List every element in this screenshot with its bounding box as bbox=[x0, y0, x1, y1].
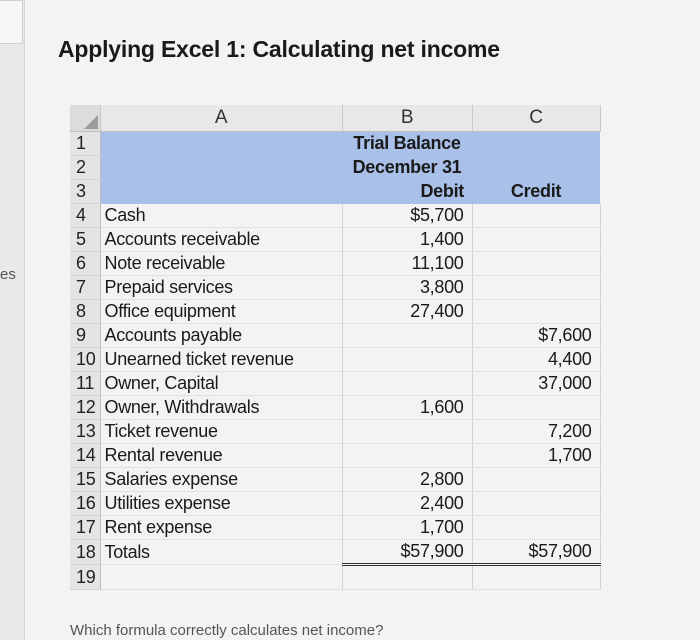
credit-value[interactable] bbox=[472, 516, 600, 540]
row-number[interactable]: 6 bbox=[70, 252, 100, 276]
row-number[interactable]: 14 bbox=[70, 444, 100, 468]
credit-value[interactable]: 37,000 bbox=[472, 372, 600, 396]
account-name[interactable]: Owner, Capital bbox=[100, 372, 342, 396]
page-title: Applying Excel 1: Calculating net income bbox=[58, 36, 500, 62]
debit-value[interactable] bbox=[342, 372, 472, 396]
credit-value[interactable]: 1,700 bbox=[472, 444, 600, 468]
select-all-icon bbox=[84, 115, 98, 129]
credit-value[interactable] bbox=[472, 228, 600, 252]
row-number[interactable]: 3 bbox=[70, 180, 100, 204]
credit-header[interactable]: Credit bbox=[472, 180, 600, 204]
credit-value[interactable] bbox=[472, 492, 600, 516]
table-row bbox=[70, 444, 600, 468]
cell-a2[interactable] bbox=[100, 156, 342, 180]
debit-value[interactable]: 11,100 bbox=[342, 252, 472, 276]
credit-value[interactable] bbox=[472, 252, 600, 276]
debit-value[interactable] bbox=[342, 324, 472, 348]
debit-value[interactable]: 1,700 bbox=[342, 516, 472, 540]
debit-value[interactable]: 2,400 bbox=[342, 492, 472, 516]
table-row bbox=[70, 396, 600, 420]
table-row bbox=[70, 204, 600, 228]
table-row bbox=[70, 324, 600, 348]
row-number[interactable]: 4 bbox=[70, 204, 100, 228]
row-number[interactable]: 12 bbox=[70, 396, 100, 420]
debit-value[interactable] bbox=[342, 348, 472, 372]
debit-value[interactable]: $5,700 bbox=[342, 204, 472, 228]
totals-row bbox=[70, 540, 600, 565]
table-row bbox=[70, 420, 600, 444]
row-number[interactable]: 7 bbox=[70, 276, 100, 300]
debit-value[interactable] bbox=[342, 444, 472, 468]
debit-value[interactable]: 27,400 bbox=[342, 300, 472, 324]
row-number[interactable]: 17 bbox=[70, 516, 100, 540]
row-number[interactable]: 18 bbox=[70, 540, 100, 565]
total-debit[interactable]: $57,900 bbox=[342, 540, 472, 565]
cell-c2[interactable] bbox=[472, 156, 600, 180]
row-number[interactable]: 19 bbox=[70, 565, 100, 590]
credit-value[interactable] bbox=[472, 300, 600, 324]
column-header-c[interactable]: C bbox=[472, 105, 600, 132]
totals-label[interactable]: Totals bbox=[100, 540, 342, 565]
left-panel-strip bbox=[0, 0, 25, 640]
cell-c19[interactable] bbox=[472, 565, 600, 590]
table-row bbox=[70, 492, 600, 516]
row-number[interactable]: 10 bbox=[70, 348, 100, 372]
table-row bbox=[70, 180, 600, 204]
account-name[interactable]: Cash bbox=[100, 204, 342, 228]
table-row bbox=[70, 156, 600, 180]
debit-value[interactable]: 1,600 bbox=[342, 396, 472, 420]
account-name[interactable]: Accounts receivable bbox=[100, 228, 342, 252]
total-credit[interactable]: $57,900 bbox=[472, 540, 600, 565]
column-header-a[interactable]: A bbox=[100, 105, 342, 132]
cell-a3[interactable] bbox=[100, 180, 342, 204]
row-number[interactable]: 2 bbox=[70, 156, 100, 180]
table-row bbox=[70, 300, 600, 324]
account-name[interactable]: Office equipment bbox=[100, 300, 342, 324]
question-text: Which formula correctly calculates net income? bbox=[70, 622, 384, 639]
debit-header[interactable]: Debit bbox=[342, 180, 472, 204]
cell-b19[interactable] bbox=[342, 565, 472, 590]
row-number[interactable]: 11 bbox=[70, 372, 100, 396]
row-number[interactable]: 9 bbox=[70, 324, 100, 348]
cell-a19[interactable] bbox=[100, 565, 342, 590]
credit-value[interactable] bbox=[472, 396, 600, 420]
cell-a1[interactable] bbox=[100, 132, 342, 156]
account-name[interactable]: Accounts payable bbox=[100, 324, 342, 348]
table-row bbox=[70, 252, 600, 276]
column-header-b[interactable]: B bbox=[342, 105, 472, 132]
table-row bbox=[70, 348, 600, 372]
table-row bbox=[70, 372, 600, 396]
table-row bbox=[70, 228, 600, 252]
row-number[interactable]: 8 bbox=[70, 300, 100, 324]
account-name[interactable]: Rental revenue bbox=[100, 444, 342, 468]
row-number[interactable]: 16 bbox=[70, 492, 100, 516]
table-row bbox=[70, 468, 600, 492]
credit-value[interactable]: 7,200 bbox=[472, 420, 600, 444]
trial-balance-title[interactable]: Trial Balance bbox=[342, 132, 472, 156]
account-name[interactable]: Ticket revenue bbox=[100, 420, 342, 444]
account-name[interactable]: Unearned ticket revenue bbox=[100, 348, 342, 372]
row-number[interactable]: 1 bbox=[70, 132, 100, 156]
account-name[interactable]: Note receivable bbox=[100, 252, 342, 276]
account-name[interactable]: Prepaid services bbox=[100, 276, 342, 300]
account-name[interactable]: Owner, Withdrawals bbox=[100, 396, 342, 420]
credit-value[interactable] bbox=[472, 204, 600, 228]
credit-value[interactable] bbox=[472, 468, 600, 492]
debit-value[interactable]: 1,400 bbox=[342, 228, 472, 252]
account-name[interactable]: Rent expense bbox=[100, 516, 342, 540]
left-panel-label: es bbox=[0, 266, 16, 283]
account-name[interactable]: Salaries expense bbox=[100, 468, 342, 492]
table-row bbox=[70, 516, 600, 540]
row-number[interactable]: 5 bbox=[70, 228, 100, 252]
cell-c1[interactable] bbox=[472, 132, 600, 156]
left-panel-box[interactable] bbox=[0, 0, 23, 44]
column-header-row bbox=[70, 105, 600, 132]
trial-balance-table bbox=[70, 105, 601, 590]
table-row bbox=[70, 132, 600, 156]
trial-balance-date[interactable]: December 31 bbox=[342, 156, 472, 180]
table-row bbox=[70, 276, 600, 300]
table-row bbox=[70, 565, 600, 590]
row-number[interactable]: 15 bbox=[70, 468, 100, 492]
row-number[interactable]: 13 bbox=[70, 420, 100, 444]
debit-value[interactable]: 2,800 bbox=[342, 468, 472, 492]
debit-value[interactable] bbox=[342, 420, 472, 444]
debit-value[interactable]: 3,800 bbox=[342, 276, 472, 300]
credit-value[interactable]: 4,400 bbox=[472, 348, 600, 372]
credit-value[interactable]: $7,600 bbox=[472, 324, 600, 348]
credit-value[interactable] bbox=[472, 276, 600, 300]
account-name[interactable]: Utilities expense bbox=[100, 492, 342, 516]
select-all-corner[interactable] bbox=[70, 105, 100, 132]
spreadsheet bbox=[70, 105, 630, 595]
